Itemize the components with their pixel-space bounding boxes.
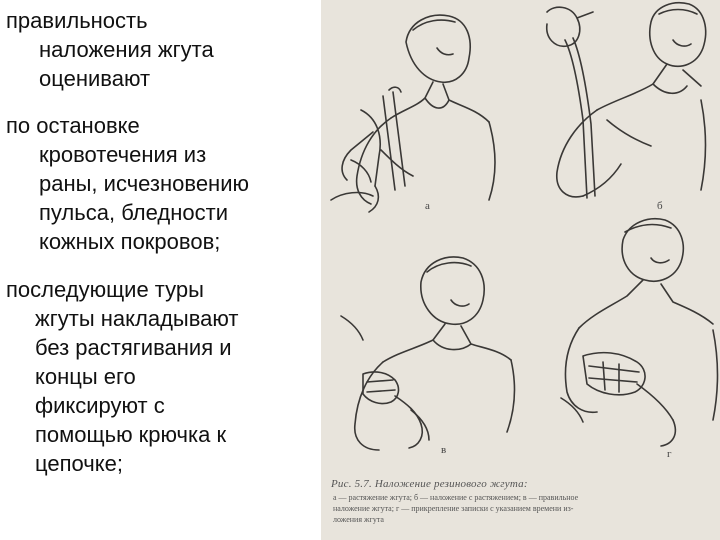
text-line: кровотечения из <box>39 142 207 167</box>
scanned-illustration <box>321 0 720 540</box>
text-line: без растягивания и <box>35 335 232 360</box>
caption-legend-line: а — растяжение жгута; б — наложение с растяжением; в — правильное <box>333 493 579 502</box>
caption-legend <box>331 492 715 525</box>
panel-label-g: г <box>667 448 672 460</box>
text-line: концы его <box>35 364 136 389</box>
panel-g-drawing <box>561 219 718 446</box>
paragraph-subsequent-turns <box>0 275 239 478</box>
text-line: фиксируют с <box>35 393 165 418</box>
text-line: последующие туры <box>6 277 204 302</box>
text-line: помощью крючка к <box>35 422 227 447</box>
text-line: оценивают <box>39 66 151 91</box>
panel-v-drawing <box>341 257 514 450</box>
tourniquet-drawings <box>321 0 720 540</box>
text-line: по остановке <box>6 113 140 138</box>
text-line: жгуты накладывают <box>35 306 239 331</box>
figure-caption <box>331 478 715 525</box>
paragraph-assessment <box>0 6 214 93</box>
caption-legend-line: наложение жгута; г — прикрепление записки с указанием времени из- <box>333 504 574 513</box>
paragraph-criteria <box>0 111 249 256</box>
caption-legend-line: ложения жгута <box>333 515 384 524</box>
panel-label-a: а <box>425 200 430 212</box>
text-column <box>0 0 318 540</box>
text-line: правильность <box>6 8 148 33</box>
panel-label-b: б <box>657 200 663 212</box>
panel-a-drawing <box>331 15 495 212</box>
text-line: наложения жгута <box>39 37 214 62</box>
caption-title: Рис. 5.7. Наложение резинового жгута: <box>331 478 528 490</box>
panel-label-v: в <box>441 444 447 456</box>
text-line: цепочке; <box>35 451 123 476</box>
text-line: раны, исчезновению <box>39 171 249 196</box>
text-line: пульса, бледности <box>39 200 228 225</box>
panel-b-drawing <box>547 3 706 198</box>
text-line: кожных покровов; <box>39 229 221 254</box>
